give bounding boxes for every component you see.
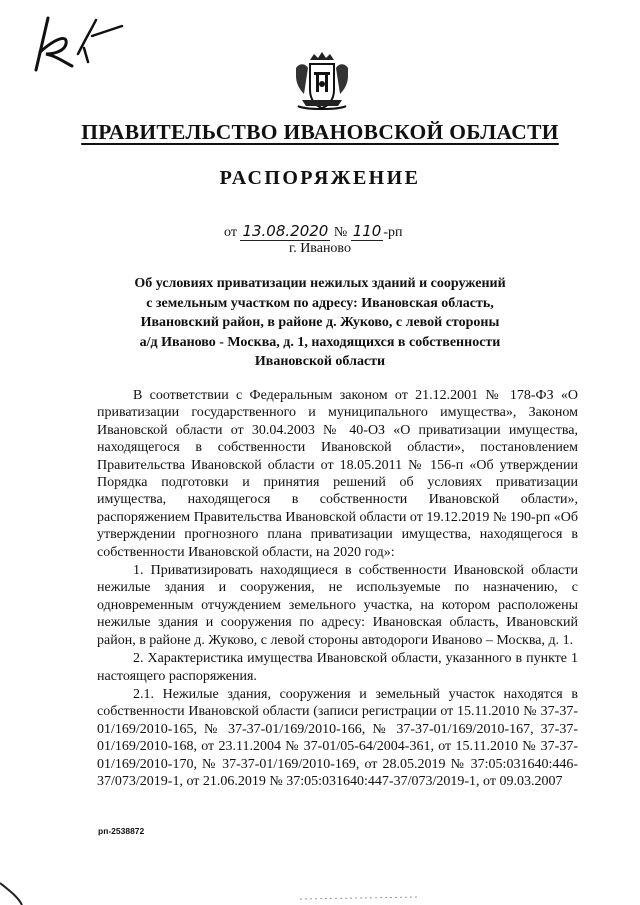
handwritten-note	[26, 14, 136, 72]
preamble-paragraph: В соответствии с Федеральным законом от 21.12.2001 № 178-ФЗ «О приватизации государственного и муниципального имущества», Законом Ивановской области от 30.04.2003 № 40-ОЗ «О приватизации имущества, находящегося в собственности Ивановской области», постановлением Правительства Ивановской области от 18.05.2011 № 156-п «Об утверждении Порядка подготовки и принятия решений об условиях приватизации имущества, находящегося в собственности Ивановской области», распоряжением Правительства Ивановской области от 19.12.2019 № 190-рп «Об утверждении прогнозного плана приватизации имущества, находящегося в собственности Ивановской области, на 2020 год»:	[97, 388, 578, 560]
city: г. Иваново	[289, 241, 351, 256]
subject-line: с земельным участком по адресу: Ивановская область,	[146, 295, 494, 311]
date-number-line	[224, 222, 464, 241]
paragraph-1: 1. Приватизировать находящиеся в собственности Ивановской области нежилые здания и сооружения, не используемые по назначению, с одновременным отчуждением земельного участка, на котором расположены нежилые здания и сооружения по адресу: Ивановская область, Ивановский район, в районе д. Жуково, с левой стороны автодороги Иваново – Москва, д. 1.	[97, 563, 578, 648]
footer-code: рп-2538872	[98, 826, 145, 836]
scan-edge-mark	[0, 845, 640, 905]
document-number: 110	[352, 222, 382, 240]
coat-of-arms-emblem	[290, 50, 354, 114]
number-sign: №	[333, 225, 348, 240]
document-body	[97, 387, 578, 790]
subject-line: Ивановской области	[254, 354, 386, 369]
subject-line: а/д Иваново - Москва, д. 1, находящихся в собственности	[139, 334, 501, 350]
number-suffix: -рп	[383, 225, 403, 240]
paragraph-2-1: 2.1. Нежилые здания, сооружения и земельный участок находятся в собственности Ивановской области (записи регистрации от 15.11.2010 № 37-37-01/169/2010-165, № 37-37-01/169/2010-166, № 37-37-01/169/2010-167, 37-37-01/169/2010-168, от 23.11.2004 № 37-01/05-64/2004-361, от 15.11.2010 № 37-37-01/169/2010-170, № 37-37-01/169/2010-169, от 28.05.2019 № 37:05:031640:446-37/073/2019-1, от 21.06.2019 № 37:05:031640:447-37/073/2019-1, от 09.03.2007	[97, 686, 578, 789]
document-date: 13.08.2020	[242, 222, 329, 240]
date-prefix: от	[224, 225, 237, 240]
subject-line: Ивановский район, в районе д. Жуково, с левой стороны	[140, 315, 500, 330]
subject-line: Об условиях приватизации нежилых зданий и сооружений	[134, 276, 506, 291]
document-subject	[100, 274, 540, 372]
government-title: ПРАВИТЕЛЬСТВО ИВАНОВСКОЙ ОБЛАСТИ	[81, 120, 559, 144]
paragraph-2: 2. Характеристика имущества Ивановской области, указанного в пункте 1 настоящего распоряжения.	[97, 651, 578, 684]
document-type: РАСПОРЯЖЕНИЕ	[219, 167, 421, 189]
